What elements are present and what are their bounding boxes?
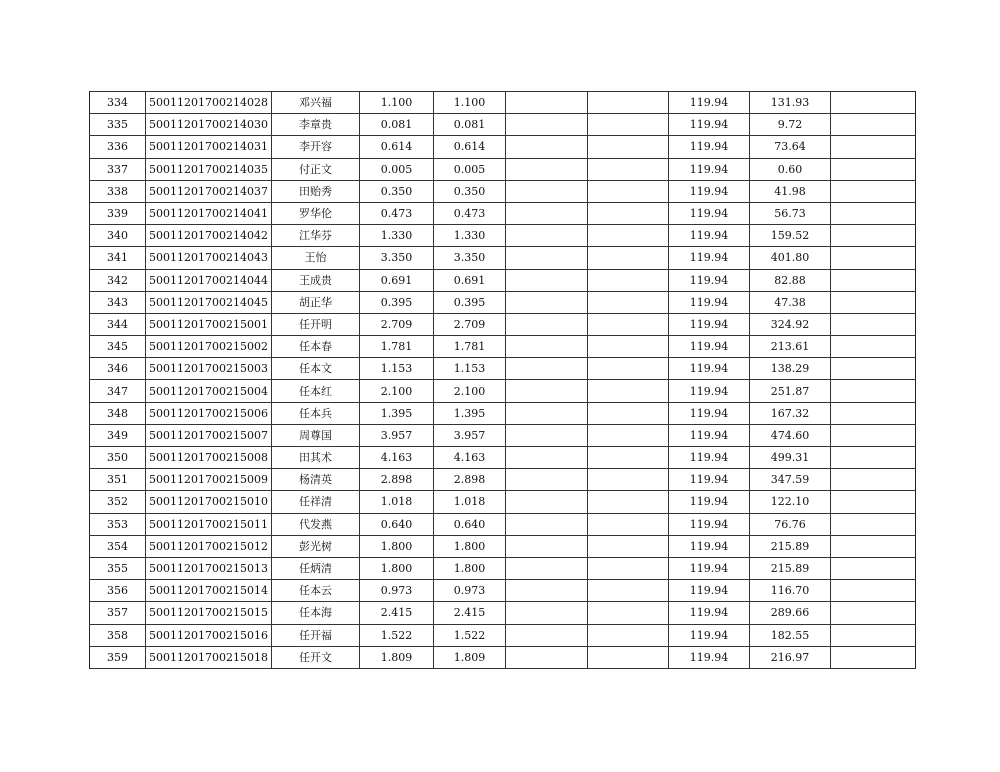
unit-price-cell: 119.94 (669, 580, 750, 602)
empty-cell (588, 469, 669, 491)
amount-cell: 216.97 (750, 646, 831, 668)
empty-cell (506, 424, 588, 446)
empty-cell (588, 114, 669, 136)
remark-cell (831, 424, 916, 446)
table-row (90, 225, 916, 247)
area-cell: 2.709 (360, 313, 434, 335)
area-cell: 2.415 (360, 602, 434, 624)
person-name-cell: 田贻秀 (272, 180, 360, 202)
amount-cell: 73.64 (750, 136, 831, 158)
id-code-cell: 50011201700215015 (146, 602, 272, 624)
table-row (90, 336, 916, 358)
row-number-cell: 336 (90, 136, 146, 158)
amount-cell: 347.59 (750, 469, 831, 491)
amount-cell: 474.60 (750, 424, 831, 446)
row-number-cell: 352 (90, 491, 146, 513)
person-name-cell: 杨清英 (272, 469, 360, 491)
empty-cell (588, 358, 669, 380)
person-name-cell: 任开福 (272, 624, 360, 646)
unit-price-cell: 119.94 (669, 424, 750, 446)
empty-cell (506, 225, 588, 247)
table-row (90, 180, 916, 202)
unit-price-cell: 119.94 (669, 380, 750, 402)
table-row (90, 291, 916, 313)
empty-cell (588, 269, 669, 291)
amount-cell: 289.66 (750, 602, 831, 624)
id-code-cell: 50011201700215001 (146, 313, 272, 335)
area-confirmed-cell: 0.081 (434, 114, 506, 136)
person-name-cell: 任本红 (272, 380, 360, 402)
empty-cell (588, 402, 669, 424)
table-row (90, 158, 916, 180)
empty-cell (506, 247, 588, 269)
person-name-cell: 任本文 (272, 358, 360, 380)
area-confirmed-cell: 0.473 (434, 202, 506, 224)
empty-cell (506, 313, 588, 335)
person-name-cell: 田其术 (272, 447, 360, 469)
area-confirmed-cell: 1.809 (434, 646, 506, 668)
empty-cell (506, 202, 588, 224)
unit-price-cell: 119.94 (669, 624, 750, 646)
row-number-cell: 339 (90, 202, 146, 224)
remark-cell (831, 180, 916, 202)
empty-cell (506, 114, 588, 136)
unit-price-cell: 119.94 (669, 158, 750, 180)
unit-price-cell: 119.94 (669, 92, 750, 114)
remark-cell (831, 247, 916, 269)
empty-cell (506, 447, 588, 469)
remark-cell (831, 92, 916, 114)
table-row (90, 402, 916, 424)
area-confirmed-cell: 1.800 (434, 535, 506, 557)
id-code-cell: 50011201700215004 (146, 380, 272, 402)
empty-cell (588, 92, 669, 114)
area-cell: 0.973 (360, 580, 434, 602)
remark-cell (831, 513, 916, 535)
remark-cell (831, 291, 916, 313)
row-number-cell: 356 (90, 580, 146, 602)
amount-cell: 9.72 (750, 114, 831, 136)
area-cell: 1.153 (360, 358, 434, 380)
remark-cell (831, 402, 916, 424)
amount-cell: 41.98 (750, 180, 831, 202)
row-number-cell: 346 (90, 358, 146, 380)
empty-cell (588, 158, 669, 180)
id-code-cell: 50011201700215016 (146, 624, 272, 646)
area-cell: 3.957 (360, 424, 434, 446)
id-code-cell: 50011201700215002 (146, 336, 272, 358)
area-confirmed-cell: 2.898 (434, 469, 506, 491)
empty-cell (506, 336, 588, 358)
person-name-cell: 代发燕 (272, 513, 360, 535)
empty-cell (506, 291, 588, 313)
remark-cell (831, 358, 916, 380)
area-confirmed-cell: 0.614 (434, 136, 506, 158)
id-code-cell: 50011201700215010 (146, 491, 272, 513)
id-code-cell: 50011201700214042 (146, 225, 272, 247)
unit-price-cell: 119.94 (669, 402, 750, 424)
area-confirmed-cell: 1.330 (434, 225, 506, 247)
row-number-cell: 349 (90, 424, 146, 446)
unit-price-cell: 119.94 (669, 491, 750, 513)
person-name-cell: 李开容 (272, 136, 360, 158)
table-row (90, 247, 916, 269)
remark-cell (831, 602, 916, 624)
row-number-cell: 359 (90, 646, 146, 668)
table-row (90, 202, 916, 224)
area-confirmed-cell: 1.018 (434, 491, 506, 513)
id-code-cell: 50011201700214041 (146, 202, 272, 224)
row-number-cell: 353 (90, 513, 146, 535)
area-cell: 0.691 (360, 269, 434, 291)
unit-price-cell: 119.94 (669, 269, 750, 291)
amount-cell: 324.92 (750, 313, 831, 335)
id-code-cell: 50011201700215018 (146, 646, 272, 668)
area-confirmed-cell: 0.350 (434, 180, 506, 202)
id-code-cell: 50011201700214037 (146, 180, 272, 202)
table-row (90, 535, 916, 557)
table-row (90, 424, 916, 446)
empty-cell (588, 513, 669, 535)
empty-cell (506, 646, 588, 668)
empty-cell (588, 557, 669, 579)
row-number-cell: 345 (90, 336, 146, 358)
amount-cell: 138.29 (750, 358, 831, 380)
person-name-cell: 任本云 (272, 580, 360, 602)
table-row (90, 580, 916, 602)
person-name-cell: 江华芬 (272, 225, 360, 247)
unit-price-cell: 119.94 (669, 469, 750, 491)
empty-cell (506, 358, 588, 380)
empty-cell (588, 491, 669, 513)
person-name-cell: 王成贵 (272, 269, 360, 291)
empty-cell (588, 424, 669, 446)
remark-cell (831, 336, 916, 358)
unit-price-cell: 119.94 (669, 358, 750, 380)
area-cell: 4.163 (360, 447, 434, 469)
unit-price-cell: 119.94 (669, 313, 750, 335)
area-cell: 1.330 (360, 225, 434, 247)
id-code-cell: 50011201700214045 (146, 291, 272, 313)
empty-cell (506, 513, 588, 535)
person-name-cell: 任本兵 (272, 402, 360, 424)
id-code-cell: 50011201700215014 (146, 580, 272, 602)
person-name-cell: 邓兴福 (272, 92, 360, 114)
empty-cell (506, 136, 588, 158)
person-name-cell: 李章贵 (272, 114, 360, 136)
id-code-cell: 50011201700214028 (146, 92, 272, 114)
empty-cell (588, 136, 669, 158)
empty-cell (588, 602, 669, 624)
area-cell: 1.781 (360, 336, 434, 358)
empty-cell (588, 180, 669, 202)
table-row (90, 469, 916, 491)
empty-cell (506, 402, 588, 424)
amount-cell: 182.55 (750, 624, 831, 646)
row-number-cell: 347 (90, 380, 146, 402)
unit-price-cell: 119.94 (669, 291, 750, 313)
amount-cell: 122.10 (750, 491, 831, 513)
area-cell: 0.005 (360, 158, 434, 180)
id-code-cell: 50011201700215009 (146, 469, 272, 491)
row-number-cell: 358 (90, 624, 146, 646)
row-number-cell: 348 (90, 402, 146, 424)
area-confirmed-cell: 1.781 (434, 336, 506, 358)
unit-price-cell: 119.94 (669, 535, 750, 557)
table-row (90, 557, 916, 579)
area-cell: 0.614 (360, 136, 434, 158)
empty-cell (588, 291, 669, 313)
id-code-cell: 50011201700215003 (146, 358, 272, 380)
area-cell: 0.395 (360, 291, 434, 313)
table-row (90, 646, 916, 668)
empty-cell (506, 602, 588, 624)
empty-cell (588, 535, 669, 557)
area-confirmed-cell: 1.153 (434, 358, 506, 380)
empty-cell (588, 247, 669, 269)
amount-cell: 251.87 (750, 380, 831, 402)
empty-cell (506, 557, 588, 579)
area-cell: 1.018 (360, 491, 434, 513)
remark-cell (831, 557, 916, 579)
amount-cell: 167.32 (750, 402, 831, 424)
empty-cell (588, 202, 669, 224)
remark-cell (831, 624, 916, 646)
empty-cell (506, 469, 588, 491)
remark-cell (831, 158, 916, 180)
empty-cell (588, 447, 669, 469)
empty-cell (506, 535, 588, 557)
id-code-cell: 50011201700214043 (146, 247, 272, 269)
row-number-cell: 343 (90, 291, 146, 313)
table-row (90, 114, 916, 136)
amount-cell: 56.73 (750, 202, 831, 224)
row-number-cell: 354 (90, 535, 146, 557)
row-number-cell: 342 (90, 269, 146, 291)
area-cell: 1.522 (360, 624, 434, 646)
table-row (90, 358, 916, 380)
row-number-cell: 355 (90, 557, 146, 579)
remark-cell (831, 580, 916, 602)
area-cell: 3.350 (360, 247, 434, 269)
id-code-cell: 50011201700215013 (146, 557, 272, 579)
area-cell: 0.350 (360, 180, 434, 202)
remark-cell (831, 469, 916, 491)
row-number-cell: 337 (90, 158, 146, 180)
table-row (90, 269, 916, 291)
row-number-cell: 338 (90, 180, 146, 202)
area-confirmed-cell: 0.691 (434, 269, 506, 291)
amount-cell: 116.70 (750, 580, 831, 602)
row-number-cell: 334 (90, 92, 146, 114)
person-name-cell: 胡正华 (272, 291, 360, 313)
table-row (90, 380, 916, 402)
area-cell: 1.395 (360, 402, 434, 424)
empty-cell (506, 180, 588, 202)
id-code-cell: 50011201700214030 (146, 114, 272, 136)
table-row (90, 513, 916, 535)
empty-cell (506, 158, 588, 180)
remark-cell (831, 136, 916, 158)
person-name-cell: 罗华伦 (272, 202, 360, 224)
remark-cell (831, 114, 916, 136)
area-cell: 1.100 (360, 92, 434, 114)
table-row (90, 136, 916, 158)
amount-cell: 47.38 (750, 291, 831, 313)
id-code-cell: 50011201700215011 (146, 513, 272, 535)
area-cell: 2.100 (360, 380, 434, 402)
area-confirmed-cell: 1.800 (434, 557, 506, 579)
id-code-cell: 50011201700215006 (146, 402, 272, 424)
unit-price-cell: 119.94 (669, 114, 750, 136)
unit-price-cell: 119.94 (669, 336, 750, 358)
area-confirmed-cell: 2.100 (434, 380, 506, 402)
empty-cell (588, 380, 669, 402)
unit-price-cell: 119.94 (669, 557, 750, 579)
empty-cell (588, 646, 669, 668)
area-cell: 0.081 (360, 114, 434, 136)
unit-price-cell: 119.94 (669, 247, 750, 269)
area-cell: 1.800 (360, 535, 434, 557)
person-name-cell: 任炳清 (272, 557, 360, 579)
row-number-cell: 340 (90, 225, 146, 247)
remark-cell (831, 269, 916, 291)
remark-cell (831, 225, 916, 247)
empty-cell (506, 380, 588, 402)
table-row (90, 313, 916, 335)
amount-cell: 213.61 (750, 336, 831, 358)
unit-price-cell: 119.94 (669, 202, 750, 224)
empty-cell (506, 624, 588, 646)
unit-price-cell: 119.94 (669, 646, 750, 668)
area-confirmed-cell: 2.415 (434, 602, 506, 624)
person-name-cell: 任开文 (272, 646, 360, 668)
amount-cell: 215.89 (750, 557, 831, 579)
empty-cell (588, 225, 669, 247)
empty-cell (588, 336, 669, 358)
person-name-cell: 付正文 (272, 158, 360, 180)
unit-price-cell: 119.94 (669, 225, 750, 247)
area-cell: 1.809 (360, 646, 434, 668)
area-confirmed-cell: 0.640 (434, 513, 506, 535)
table-body (90, 92, 916, 669)
area-confirmed-cell: 2.709 (434, 313, 506, 335)
empty-cell (506, 491, 588, 513)
table-row (90, 491, 916, 513)
amount-cell: 131.93 (750, 92, 831, 114)
empty-cell (588, 624, 669, 646)
area-confirmed-cell: 1.522 (434, 624, 506, 646)
area-confirmed-cell: 1.100 (434, 92, 506, 114)
table-row (90, 602, 916, 624)
table-row (90, 92, 916, 114)
remark-cell (831, 202, 916, 224)
area-confirmed-cell: 0.395 (434, 291, 506, 313)
area-confirmed-cell: 1.395 (434, 402, 506, 424)
row-number-cell: 341 (90, 247, 146, 269)
amount-cell: 0.60 (750, 158, 831, 180)
remark-cell (831, 535, 916, 557)
amount-cell: 401.80 (750, 247, 831, 269)
person-name-cell: 任开明 (272, 313, 360, 335)
person-name-cell: 王怡 (272, 247, 360, 269)
remark-cell (831, 491, 916, 513)
row-number-cell: 344 (90, 313, 146, 335)
id-code-cell: 50011201700214035 (146, 158, 272, 180)
empty-cell (506, 269, 588, 291)
remark-cell (831, 313, 916, 335)
row-number-cell: 357 (90, 602, 146, 624)
unit-price-cell: 119.94 (669, 136, 750, 158)
person-name-cell: 任本海 (272, 602, 360, 624)
person-name-cell: 周尊国 (272, 424, 360, 446)
amount-cell: 82.88 (750, 269, 831, 291)
empty-cell (506, 580, 588, 602)
unit-price-cell: 119.94 (669, 602, 750, 624)
area-cell: 1.800 (360, 557, 434, 579)
amount-cell: 76.76 (750, 513, 831, 535)
area-cell: 0.640 (360, 513, 434, 535)
id-code-cell: 50011201700215012 (146, 535, 272, 557)
amount-cell: 499.31 (750, 447, 831, 469)
area-confirmed-cell: 3.957 (434, 424, 506, 446)
table-row (90, 447, 916, 469)
unit-price-cell: 119.94 (669, 180, 750, 202)
row-number-cell: 335 (90, 114, 146, 136)
id-code-cell: 50011201700214031 (146, 136, 272, 158)
area-confirmed-cell: 4.163 (434, 447, 506, 469)
amount-cell: 215.89 (750, 535, 831, 557)
data-table (89, 91, 916, 669)
id-code-cell: 50011201700215008 (146, 447, 272, 469)
empty-cell (588, 313, 669, 335)
remark-cell (831, 447, 916, 469)
person-name-cell: 任祥清 (272, 491, 360, 513)
table-row (90, 624, 916, 646)
area-confirmed-cell: 0.005 (434, 158, 506, 180)
area-cell: 2.898 (360, 469, 434, 491)
id-code-cell: 50011201700215007 (146, 424, 272, 446)
remark-cell (831, 646, 916, 668)
remark-cell (831, 380, 916, 402)
area-confirmed-cell: 3.350 (434, 247, 506, 269)
id-code-cell: 50011201700214044 (146, 269, 272, 291)
empty-cell (588, 580, 669, 602)
person-name-cell: 任本春 (272, 336, 360, 358)
unit-price-cell: 119.94 (669, 447, 750, 469)
row-number-cell: 351 (90, 469, 146, 491)
person-name-cell: 彭光树 (272, 535, 360, 557)
area-confirmed-cell: 0.973 (434, 580, 506, 602)
unit-price-cell: 119.94 (669, 513, 750, 535)
empty-cell (506, 92, 588, 114)
row-number-cell: 350 (90, 447, 146, 469)
amount-cell: 159.52 (750, 225, 831, 247)
area-cell: 0.473 (360, 202, 434, 224)
